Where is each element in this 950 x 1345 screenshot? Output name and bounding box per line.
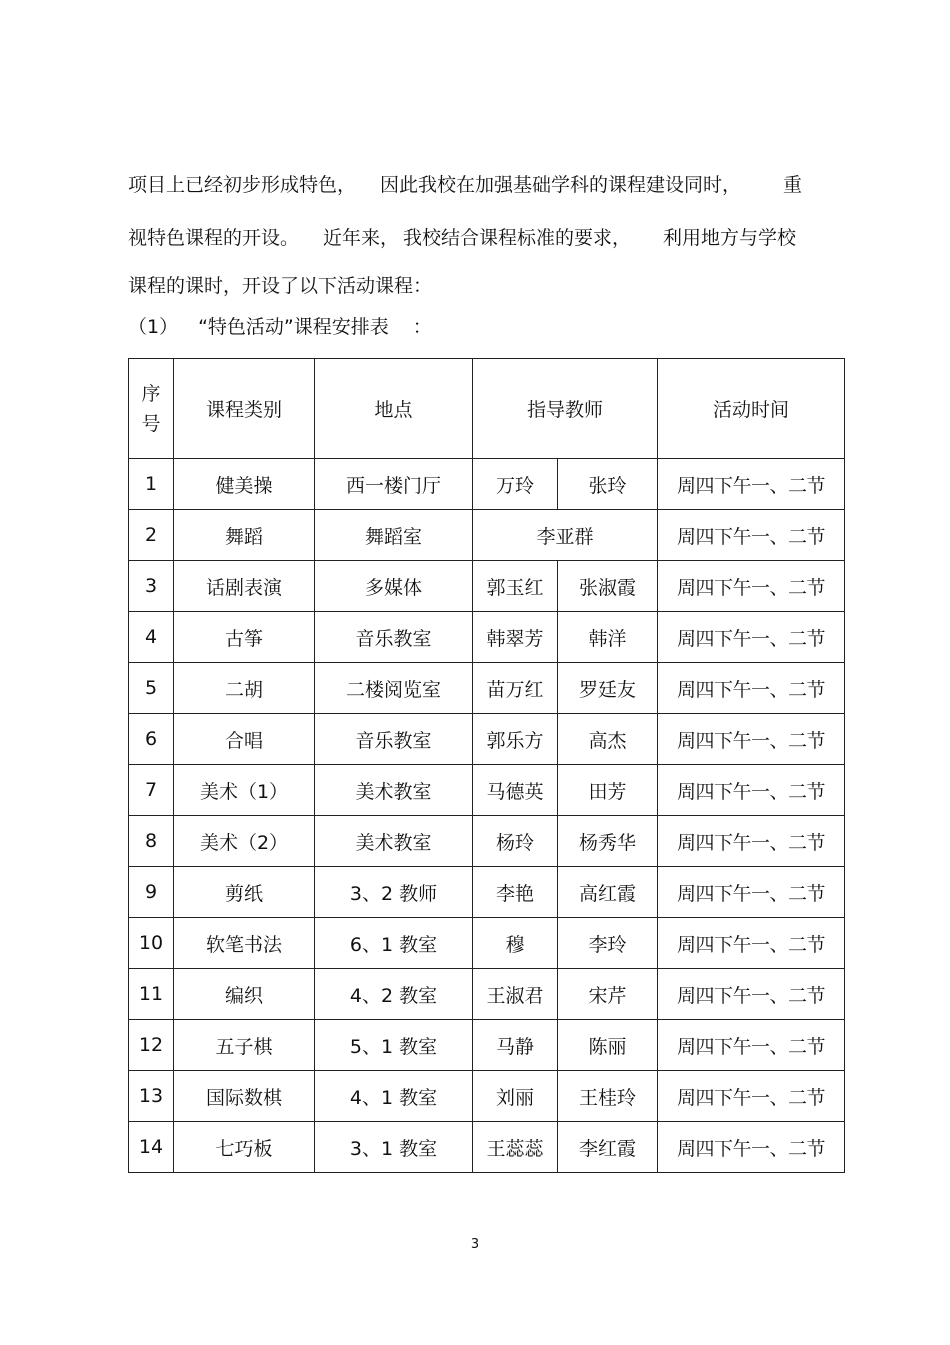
row-number: 7 <box>129 765 174 816</box>
teacher-2: 张玲 <box>558 459 658 510</box>
table-row <box>129 714 845 765</box>
course-name: 美术（1） <box>174 765 315 816</box>
course-location: 4、1 教室 <box>315 1071 473 1122</box>
row-number: 5 <box>129 663 174 714</box>
course-name: 编织 <box>174 969 315 1020</box>
row-number: 9 <box>129 867 174 918</box>
course-name: 美术（2） <box>174 816 315 867</box>
course-location: 音乐教室 <box>315 612 473 663</box>
course-name: 话剧表演 <box>174 561 315 612</box>
teacher-1: 李亚群 <box>473 510 658 561</box>
table-caption <box>128 317 833 337</box>
paragraph-text: 近年来， <box>323 227 400 249</box>
teacher-2: 田芳 <box>558 765 658 816</box>
row-number: 11 <box>129 969 174 1020</box>
activity-time: 周四下午一、二节 <box>658 714 845 765</box>
table-row <box>129 561 845 612</box>
course-location: 5、1 教室 <box>315 1020 473 1071</box>
teacher-1: 刘丽 <box>473 1071 558 1122</box>
caption-title: “特色活动”课程安排表 <box>198 316 389 338</box>
course-name: 舞蹈 <box>174 510 315 561</box>
row-number: 13 <box>129 1071 174 1122</box>
course-location: 多媒体 <box>315 561 473 612</box>
teacher-2: 李红霞 <box>558 1122 658 1173</box>
course-location: 西一楼门厅 <box>315 459 473 510</box>
activity-time: 周四下午一、二节 <box>658 510 845 561</box>
paragraph-text: 项目上已经初步形成特色， <box>128 174 357 196</box>
teacher-1: 万玲 <box>473 459 558 510</box>
teacher-2: 王桂玲 <box>558 1071 658 1122</box>
activity-time: 周四下午一、二节 <box>658 765 845 816</box>
teacher-1: 杨玲 <box>473 816 558 867</box>
teacher-2: 罗廷友 <box>558 663 658 714</box>
teacher-2: 李玲 <box>558 918 658 969</box>
activity-time: 周四下午一、二节 <box>658 816 845 867</box>
caption-index: （1） <box>128 316 179 338</box>
paragraph-line-2 <box>128 228 833 248</box>
table-row <box>129 1020 845 1071</box>
course-name: 五子棋 <box>174 1020 315 1071</box>
teacher-1: 穆 <box>473 918 558 969</box>
row-number: 10 <box>129 918 174 969</box>
teacher-1: 马静 <box>473 1020 558 1071</box>
course-location: 音乐教室 <box>315 714 473 765</box>
course-name: 二胡 <box>174 663 315 714</box>
course-location: 二楼阅览室 <box>315 663 473 714</box>
teacher-2: 陈丽 <box>558 1020 658 1071</box>
teacher-2: 杨秀华 <box>558 816 658 867</box>
course-name: 古筝 <box>174 612 315 663</box>
teacher-1: 王蕊蕊 <box>473 1122 558 1173</box>
course-location: 3、1 教室 <box>315 1122 473 1173</box>
course-location: 4、2 教室 <box>315 969 473 1020</box>
teacher-1: 李艳 <box>473 867 558 918</box>
row-number: 1 <box>129 459 174 510</box>
paragraph-text: 重 <box>783 174 803 196</box>
table-row <box>129 969 845 1020</box>
activity-time: 周四下午一、二节 <box>658 867 845 918</box>
activity-time: 周四下午一、二节 <box>658 1122 845 1173</box>
table-row <box>129 1071 845 1122</box>
row-number: 4 <box>129 612 174 663</box>
row-number: 12 <box>129 1020 174 1071</box>
header-seq: 序 号 <box>129 359 174 459</box>
teacher-2: 张淑霞 <box>558 561 658 612</box>
teacher-2: 宋芹 <box>558 969 658 1020</box>
row-number: 2 <box>129 510 174 561</box>
caption-colon: ： <box>412 316 432 338</box>
paragraph-text: 利用地方与学校 <box>663 227 797 249</box>
table-row <box>129 765 845 816</box>
teacher-1: 郭乐方 <box>473 714 558 765</box>
course-name: 剪纸 <box>174 867 315 918</box>
teacher-1: 苗万红 <box>473 663 558 714</box>
paragraph-text: 视特色课程的开设。 <box>128 227 300 249</box>
course-name: 国际数棋 <box>174 1071 315 1122</box>
course-location: 6、1 教室 <box>315 918 473 969</box>
table-row <box>129 918 845 969</box>
table-row <box>129 1122 845 1173</box>
paragraph-text: 因此我校在加强基础学科的课程建设同时， <box>380 174 742 196</box>
activity-time: 周四下午一、二节 <box>658 663 845 714</box>
course-location: 舞蹈室 <box>315 510 473 561</box>
course-name: 合唱 <box>174 714 315 765</box>
course-name: 软笔书法 <box>174 918 315 969</box>
row-number: 6 <box>129 714 174 765</box>
paragraph-line-3 <box>128 276 833 296</box>
teacher-1: 韩翠芳 <box>473 612 558 663</box>
activity-time: 周四下午一、二节 <box>658 612 845 663</box>
paragraph-line-1 <box>128 175 833 195</box>
table-row <box>129 816 845 867</box>
header-category: 课程类别 <box>174 359 315 459</box>
header-location: 地点 <box>315 359 473 459</box>
course-location: 3、2 教师 <box>315 867 473 918</box>
table-row <box>129 663 845 714</box>
activity-schedule-table <box>128 358 845 1173</box>
table-row <box>129 510 845 561</box>
paragraph-text: 我校结合课程标准的要求， <box>403 227 632 249</box>
activity-time: 周四下午一、二节 <box>658 459 845 510</box>
row-number: 3 <box>129 561 174 612</box>
table-row <box>129 867 845 918</box>
teacher-2: 韩洋 <box>558 612 658 663</box>
paragraph-text: 课程的课时，开设了以下活动课程： <box>128 275 433 297</box>
page-number: 3 <box>470 1237 480 1252</box>
activity-time: 周四下午一、二节 <box>658 1071 845 1122</box>
teacher-2: 高杰 <box>558 714 658 765</box>
course-location: 美术教室 <box>315 816 473 867</box>
table-row <box>129 459 845 510</box>
teacher-2: 高红霞 <box>558 867 658 918</box>
row-number: 14 <box>129 1122 174 1173</box>
teacher-1: 王淑君 <box>473 969 558 1020</box>
course-name: 七巧板 <box>174 1122 315 1173</box>
row-number: 8 <box>129 816 174 867</box>
teacher-1: 马德英 <box>473 765 558 816</box>
course-name: 健美操 <box>174 459 315 510</box>
teacher-1: 郭玉红 <box>473 561 558 612</box>
header-teacher: 指导教师 <box>473 359 658 459</box>
table-row <box>129 612 845 663</box>
activity-time: 周四下午一、二节 <box>658 969 845 1020</box>
table-header-row <box>129 359 845 459</box>
course-location: 美术教室 <box>315 765 473 816</box>
activity-time: 周四下午一、二节 <box>658 1020 845 1071</box>
activity-time: 周四下午一、二节 <box>658 561 845 612</box>
activity-time: 周四下午一、二节 <box>658 918 845 969</box>
header-time: 活动时间 <box>658 359 845 459</box>
